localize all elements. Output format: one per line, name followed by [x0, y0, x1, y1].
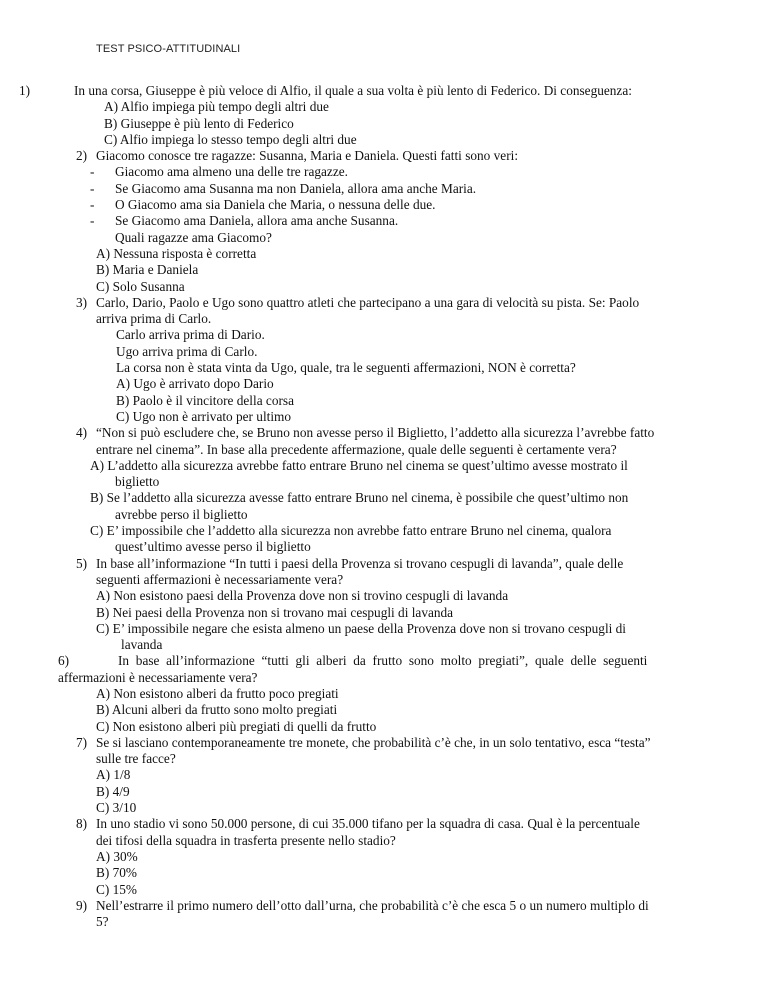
fact-text: Se Giacomo ama Susanna ma non Daniela, allora ama anche Maria.	[115, 180, 477, 196]
fact-text: Se Giacomo ama Daniela, allora ama anche Susanna.	[115, 213, 399, 229]
option-c-cont: quest’ultimo avesse perso il biglietto	[115, 539, 311, 555]
fact-text: Carlo arriva prima di Dario.	[116, 327, 265, 343]
question-7	[0, 735, 768, 816]
bullet-dash: -	[90, 164, 95, 180]
option-c: C) 15%	[96, 881, 137, 897]
question-text: “Non si può escludere che, se Bruno non avesse perso il Biglietto, l’addetto alla sicurezza l’avrebbe fatto	[96, 425, 655, 441]
question-4	[0, 425, 768, 555]
question-number: 1)	[19, 83, 31, 98]
fact-text: O Giacomo ama sia Daniela che Maria, o nessuna delle due.	[115, 197, 436, 213]
option-c: C) Ugo non è arrivato per ultimo	[116, 408, 292, 424]
option-b: B) Alcuni alberi da frutto sono molto pregiati	[96, 702, 338, 718]
option-a: A) Ugo è arrivato dopo Dario	[116, 376, 274, 392]
option-c: C) E’ impossibile che l’addetto alla sicurezza non avrebbe fatto entrare Bruno nel cinema, qualora	[90, 523, 612, 539]
option-c: C) Alfio impiega lo stesso tempo degli altri due	[104, 131, 357, 147]
option-b: B) Se l’addetto alla sicurezza avesse fatto entrare Bruno nel cinema, è possibile che quest’ultimo non	[90, 490, 629, 506]
question-3	[0, 295, 768, 425]
fact-text: La corsa non è stata vinta da Ugo, quale, tra le seguenti affermazioni, NON è corretta?	[116, 360, 576, 376]
option-c: C) 3/10	[96, 800, 137, 816]
option-b: B) Nei paesi della Provenza non si trovano mai cespugli di lavanda	[96, 604, 454, 620]
question-text: Giacomo conosce tre ragazze: Susanna, Maria e Daniela. Questi fatti sono veri:	[96, 148, 519, 164]
question-number: 5)	[76, 555, 88, 571]
option-a: A) 1/8	[96, 767, 131, 783]
question-text: sulle tre facce?	[96, 751, 176, 767]
question-text: In uno stadio vi sono 50.000 persone, di cui 35.000 tifano per la squadra di casa. Qual è la percentuale	[96, 816, 640, 832]
question-number: 4)	[76, 425, 88, 441]
question-9	[0, 898, 768, 931]
question-prompt: Quali ragazze ama Giacomo?	[115, 229, 272, 245]
question-6	[0, 653, 768, 734]
question-text: Nell’estrarre il primo numero dell’otto dall’urna, che probabilità c’è che esca 5 o un numero multiplo di	[96, 897, 649, 913]
option-c: C) Non esistono alberi più pregiati di quelli da frutto	[96, 718, 377, 734]
option-b: B) 70%	[96, 865, 137, 881]
question-8	[0, 816, 768, 897]
option-c-cont: lavanda	[121, 637, 163, 653]
option-b: B) 4/9	[96, 783, 130, 799]
question-text: dei tifosi della squadra in trasferta presente nello stadio?	[96, 832, 396, 848]
question-text: In una corsa, Giuseppe è più veloce di Alfio, il quale a sua volta è più lento di Federico. Di conseguenza:	[74, 83, 632, 98]
option-c: C) Solo Susanna	[96, 278, 185, 294]
option-a: A) 30%	[96, 848, 138, 864]
option-a: A) Alfio impiega più tempo degli altri due	[104, 99, 329, 115]
question-text: affermazioni è necessariamente vera?	[58, 669, 258, 685]
fact-text: Giacomo ama almeno una delle tre ragazze.	[115, 164, 348, 180]
option-a: A) Nessuna risposta è corretta	[96, 245, 257, 261]
question-text: Carlo, Dario, Paolo e Ugo sono quattro atleti che partecipano a una gara di velocità su pista. Se: Paolo	[96, 294, 640, 310]
option-a: A) Non esistono alberi da frutto poco pregiati	[96, 685, 339, 701]
question-list	[0, 83, 768, 930]
question-number: 6)	[58, 653, 70, 669]
question-text: Se si lasciano contemporaneamente tre monete, che probabilità c’è che, in un solo tentativo, esca “testa”	[96, 734, 651, 750]
question-2	[0, 148, 768, 295]
option-b: B) Paolo è il vincitore della corsa	[116, 392, 294, 408]
question-number: 9)	[76, 897, 88, 913]
question-number: 8)	[76, 816, 88, 832]
question-number: 3)	[76, 294, 88, 310]
question-text: In base all’informazione “In tutti i paesi della Provenza si trovano cespugli di lavanda”, quale delle	[96, 555, 624, 571]
question-text: entrare nel cinema”. In base alla precedente affermazione, quale delle seguenti è certamente vera?	[96, 441, 617, 457]
question-text: seguenti affermazioni è necessariamente vera?	[96, 571, 344, 587]
option-a: A) L’addetto alla sicurezza avrebbe fatto entrare Bruno nel cinema se quest’ultimo avesse mostrato il	[90, 457, 628, 473]
bullet-dash: -	[90, 197, 95, 213]
question-5	[0, 556, 768, 654]
question-text: arriva prima di Carlo.	[96, 311, 212, 327]
page-header: TEST PSICO-ATTITUDINALI	[96, 43, 241, 55]
bullet-dash: -	[90, 213, 95, 229]
option-b: B) Maria e Daniela	[96, 262, 199, 278]
question-text: 5?	[96, 914, 109, 930]
question-number: 2)	[76, 148, 88, 164]
option-a-cont: biglietto	[115, 474, 160, 490]
option-b-cont: avrebbe perso il biglietto	[115, 506, 248, 522]
option-b: B) Giuseppe è più lento di Federico	[104, 115, 294, 131]
question-text: In base all’informazione “tutti gli alberi da frutto sono molto pregiati”, quale delle seguenti	[118, 653, 648, 669]
question-number: 7)	[76, 734, 88, 750]
fact-text: Ugo arriva prima di Carlo.	[116, 343, 258, 359]
option-c: C) E’ impossibile negare che esista almeno un paese della Provenza dove non si trovano cespugli di	[96, 620, 626, 636]
question-1	[0, 83, 768, 148]
option-a: A) Non esistono paesi della Provenza dove non si trovino cespugli di lavanda	[96, 588, 509, 604]
bullet-dash: -	[90, 180, 95, 196]
